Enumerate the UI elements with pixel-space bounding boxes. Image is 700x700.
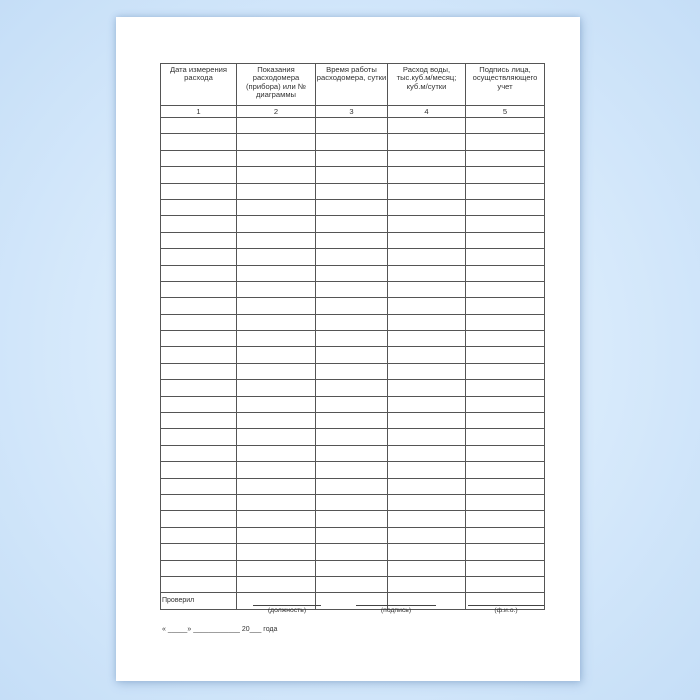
table-cell[interactable] — [466, 167, 545, 183]
table-cell[interactable] — [466, 445, 545, 461]
table-cell[interactable] — [161, 511, 237, 527]
table-cell[interactable] — [161, 478, 237, 494]
document-page — [116, 17, 580, 681]
table-cell[interactable] — [388, 462, 466, 478]
table-cell[interactable] — [388, 511, 466, 527]
table-row — [161, 413, 545, 429]
table-cell[interactable] — [466, 150, 545, 166]
table-cell[interactable] — [388, 396, 466, 412]
table-cell[interactable] — [161, 413, 237, 429]
signature-line — [356, 605, 436, 606]
table-cell[interactable] — [316, 494, 388, 510]
full-name-line — [468, 605, 544, 606]
table-cell[interactable] — [237, 134, 316, 150]
table-cell[interactable] — [388, 150, 466, 166]
table-cell[interactable] — [388, 199, 466, 215]
table-cell[interactable] — [316, 183, 388, 199]
table-cell[interactable] — [316, 560, 388, 576]
table-cell[interactable] — [316, 216, 388, 232]
table-cell[interactable] — [316, 314, 388, 330]
table-row — [161, 462, 545, 478]
table-cell[interactable] — [237, 265, 316, 281]
table-cell[interactable] — [316, 150, 388, 166]
table-cell[interactable] — [388, 298, 466, 314]
table-cell[interactable] — [237, 560, 316, 576]
table-cell[interactable] — [466, 544, 545, 560]
column-number-row — [161, 106, 545, 118]
table-cell[interactable] — [237, 183, 316, 199]
table-cell[interactable] — [237, 429, 316, 445]
header-meter-uptime: Время работы расходомера, сутки — [316, 64, 388, 106]
table-cell[interactable] — [237, 216, 316, 232]
table-cell[interactable] — [161, 429, 237, 445]
date-month-blank: ____________ — [193, 626, 240, 633]
table-cell[interactable] — [388, 429, 466, 445]
table-cell[interactable] — [237, 232, 316, 248]
header-water-consumption: Расход воды, тыс.куб.м/месяц; куб.м/сутки — [388, 64, 466, 106]
table-row — [161, 347, 545, 363]
table-row — [161, 380, 545, 396]
table-cell[interactable] — [388, 413, 466, 429]
table-cell[interactable] — [161, 232, 237, 248]
table-row — [161, 445, 545, 461]
header-meter-readings: Показания расходомера (прибора) или № диаграммы — [237, 64, 316, 106]
table-cell[interactable] — [161, 331, 237, 347]
table-cell[interactable] — [316, 265, 388, 281]
header-responsible-signature: Подпись лица, осуществляющего учет — [466, 64, 545, 106]
column-number: 2 — [237, 106, 316, 118]
table-cell[interactable] — [316, 462, 388, 478]
table-cell[interactable] — [316, 544, 388, 560]
table-cell[interactable] — [466, 560, 545, 576]
table-cell[interactable] — [388, 183, 466, 199]
table-cell[interactable] — [161, 445, 237, 461]
table-row — [161, 511, 545, 527]
table-cell[interactable] — [466, 363, 545, 379]
table-cell[interactable] — [316, 298, 388, 314]
date-year-blank: ___ — [249, 626, 262, 633]
table-cell[interactable] — [316, 118, 388, 134]
full-name-caption: (ф.и.о.) — [494, 607, 518, 614]
table-row — [161, 478, 545, 494]
table-cell[interactable] — [316, 576, 388, 592]
table-cell[interactable] — [237, 347, 316, 363]
table-cell[interactable] — [466, 216, 545, 232]
table-cell[interactable] — [466, 199, 545, 215]
table-cell[interactable] — [316, 527, 388, 543]
table-row — [161, 363, 545, 379]
table-cell[interactable] — [237, 363, 316, 379]
column-number: 1 — [161, 106, 237, 118]
table-row — [161, 429, 545, 445]
table-cell[interactable] — [466, 331, 545, 347]
table-cell[interactable] — [316, 396, 388, 412]
table-cell[interactable] — [161, 494, 237, 510]
table-cell[interactable] — [388, 560, 466, 576]
table-cell[interactable] — [466, 134, 545, 150]
table-cell[interactable] — [388, 216, 466, 232]
table-row — [161, 134, 545, 150]
table-row — [161, 544, 545, 560]
table-row — [161, 494, 545, 510]
table-cell[interactable] — [161, 134, 237, 150]
date-open-quote: « — [162, 626, 166, 633]
checked-by-label: Проверил — [162, 597, 195, 604]
table-cell[interactable] — [237, 249, 316, 265]
table-cell[interactable] — [316, 445, 388, 461]
date-line — [162, 626, 277, 633]
table-cell[interactable] — [466, 494, 545, 510]
column-number: 3 — [316, 106, 388, 118]
header-row — [161, 64, 545, 106]
signature-caption: (подпись) — [380, 607, 412, 614]
table-cell[interactable] — [161, 560, 237, 576]
table-cell[interactable] — [161, 396, 237, 412]
table-cell[interactable] — [316, 281, 388, 297]
table-cell[interactable] — [237, 150, 316, 166]
table-cell[interactable] — [316, 134, 388, 150]
table-cell[interactable] — [161, 167, 237, 183]
table-cell[interactable] — [237, 494, 316, 510]
table-cell[interactable] — [466, 576, 545, 592]
table-cell[interactable] — [466, 478, 545, 494]
table-cell[interactable] — [161, 199, 237, 215]
table-cell[interactable] — [466, 183, 545, 199]
table-cell[interactable] — [161, 150, 237, 166]
table-cell[interactable] — [388, 576, 466, 592]
table-cell[interactable] — [466, 511, 545, 527]
table-cell[interactable] — [466, 396, 545, 412]
table-cell[interactable] — [316, 413, 388, 429]
table-cell[interactable] — [316, 199, 388, 215]
table-cell[interactable] — [388, 445, 466, 461]
table-cell[interactable] — [237, 511, 316, 527]
table-cell[interactable] — [466, 429, 545, 445]
table-cell[interactable] — [237, 118, 316, 134]
table-row — [161, 150, 545, 166]
table-cell[interactable] — [388, 167, 466, 183]
table-row — [161, 249, 545, 265]
table-row — [161, 576, 545, 592]
table-cell[interactable] — [466, 265, 545, 281]
column-number: 5 — [466, 106, 545, 118]
table-cell[interactable] — [466, 413, 545, 429]
table-row — [161, 560, 545, 576]
table-cell[interactable] — [316, 347, 388, 363]
table-cell[interactable] — [237, 167, 316, 183]
table-row — [161, 199, 545, 215]
table-cell[interactable] — [316, 511, 388, 527]
table-cell[interactable] — [388, 494, 466, 510]
header-measurement-date: Дата измерения расхода — [161, 64, 237, 106]
table-cell[interactable] — [466, 380, 545, 396]
table-row — [161, 216, 545, 232]
table-cell[interactable] — [237, 298, 316, 314]
table-cell[interactable] — [388, 134, 466, 150]
table-cell[interactable] — [388, 118, 466, 134]
table-row — [161, 118, 545, 134]
table-cell[interactable] — [388, 265, 466, 281]
table-cell[interactable] — [316, 478, 388, 494]
table-cell[interactable] — [388, 544, 466, 560]
table-cell[interactable] — [316, 249, 388, 265]
date-year-prefix: 20 — [241, 626, 250, 633]
column-number: 4 — [388, 106, 466, 118]
table-cell[interactable] — [237, 445, 316, 461]
table-cell[interactable] — [466, 527, 545, 543]
table-cell[interactable] — [161, 527, 237, 543]
table-cell[interactable] — [161, 576, 237, 592]
table-row — [161, 281, 545, 297]
table-cell[interactable] — [388, 380, 466, 396]
table-cell[interactable] — [466, 347, 545, 363]
table-cell[interactable] — [466, 314, 545, 330]
table-cell[interactable] — [237, 331, 316, 347]
table-cell[interactable] — [237, 380, 316, 396]
table-cell[interactable] — [388, 478, 466, 494]
table-cell[interactable] — [237, 576, 316, 592]
table-row — [161, 331, 545, 347]
date-year-suffix: года — [263, 626, 278, 633]
date-day-blank: _____ — [167, 626, 188, 633]
position-line — [253, 605, 321, 606]
table-cell[interactable] — [388, 281, 466, 297]
table-cell[interactable] — [161, 281, 237, 297]
table-row — [161, 396, 545, 412]
table-cell[interactable] — [316, 380, 388, 396]
table-cell[interactable] — [237, 478, 316, 494]
table-cell[interactable] — [161, 183, 237, 199]
table-cell[interactable] — [237, 413, 316, 429]
table-cell[interactable] — [466, 462, 545, 478]
table-cell[interactable] — [316, 331, 388, 347]
date-close-quote: » — [187, 626, 192, 633]
table-cell[interactable] — [388, 331, 466, 347]
position-caption: (должность) — [267, 607, 307, 614]
table-cell[interactable] — [237, 396, 316, 412]
table-cell[interactable] — [161, 298, 237, 314]
table-cell[interactable] — [388, 347, 466, 363]
table-cell[interactable] — [161, 249, 237, 265]
table-cell[interactable] — [161, 363, 237, 379]
table-cell[interactable] — [161, 216, 237, 232]
table-cell[interactable] — [161, 462, 237, 478]
table-cell[interactable] — [316, 167, 388, 183]
table-cell[interactable] — [237, 314, 316, 330]
table-cell[interactable] — [388, 363, 466, 379]
table-cell[interactable] — [161, 314, 237, 330]
table-row — [161, 314, 545, 330]
table-cell[interactable] — [161, 347, 237, 363]
table-cell[interactable] — [161, 265, 237, 281]
table-cell[interactable] — [161, 544, 237, 560]
table-cell[interactable] — [316, 232, 388, 248]
table-row — [161, 298, 545, 314]
table-cell[interactable] — [237, 281, 316, 297]
table-cell[interactable] — [388, 232, 466, 248]
table-cell[interactable] — [466, 298, 545, 314]
table-cell[interactable] — [466, 249, 545, 265]
table-cell[interactable] — [466, 118, 545, 134]
table-row — [161, 167, 545, 183]
table-cell[interactable] — [237, 199, 316, 215]
water-flow-log-table — [160, 63, 545, 610]
table-cell[interactable] — [316, 429, 388, 445]
table-row — [161, 232, 545, 248]
table-cell[interactable] — [388, 527, 466, 543]
table-row — [161, 265, 545, 281]
table-cell[interactable] — [466, 281, 545, 297]
table-row — [161, 183, 545, 199]
table-cell[interactable] — [237, 527, 316, 543]
table-cell[interactable] — [237, 544, 316, 560]
table-cell[interactable] — [161, 380, 237, 396]
table-cell[interactable] — [388, 314, 466, 330]
table-cell[interactable] — [388, 249, 466, 265]
table-cell[interactable] — [237, 462, 316, 478]
table-row — [161, 527, 545, 543]
table-cell[interactable] — [466, 232, 545, 248]
table-cell[interactable] — [316, 363, 388, 379]
table-cell[interactable] — [161, 118, 237, 134]
